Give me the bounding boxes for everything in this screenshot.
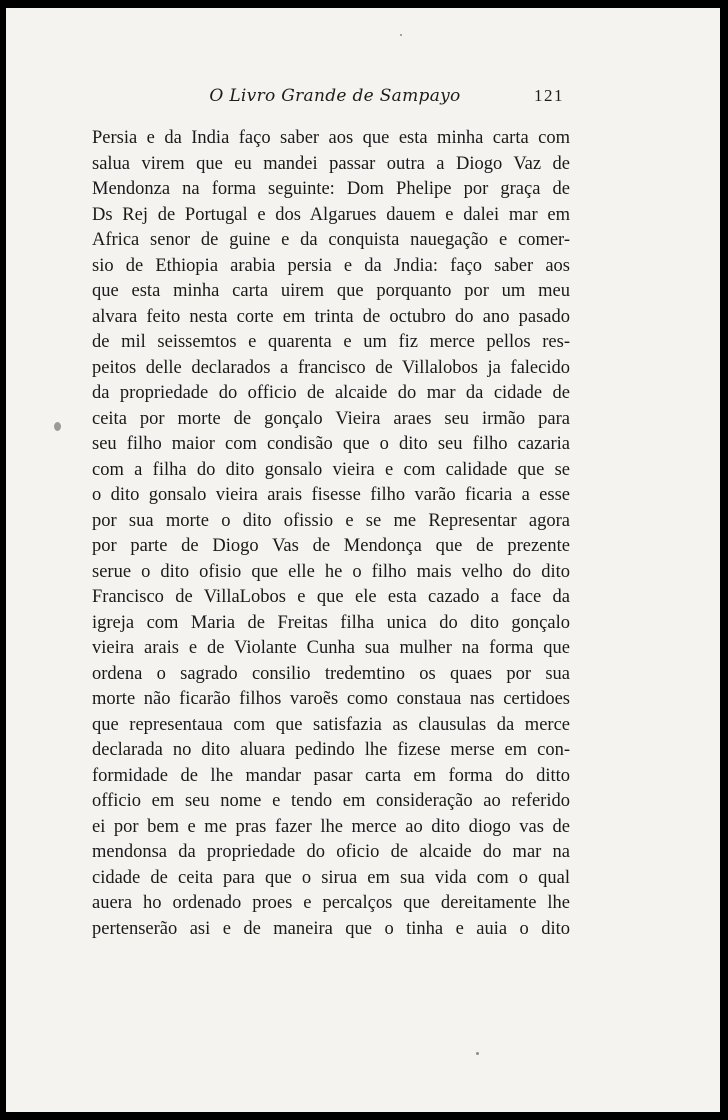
page-number: 121 [534, 86, 564, 105]
text-line: cidade de ceita para que o sirua em sua vida com o qual [92, 867, 570, 888]
paper-speck [400, 34, 402, 36]
text-line: que esta minha carta uirem que porquanto por um meu [92, 281, 570, 301]
paper-speck [54, 422, 61, 431]
text-line: formidade de lhe mandar pasar carta em forma do ditto [92, 765, 570, 786]
text-line: Ds Rej de Portugal e dos Algarues dauem e dalei mar em [92, 204, 570, 225]
text-line: por parte de Diogo Vas de Mendonça que de prezente [92, 536, 570, 556]
text-line: seu filho maior com condisão que o dito seu filho cazaria [92, 434, 570, 454]
text-line: morte não ficarão filhos varoẽs como constaua nas certidoes [92, 689, 570, 709]
text-line: sio de Ethiopia arabia persia e da Jndia: faço saber aos [92, 255, 570, 276]
text-line: com a filha do dito gonsalo vieira e com calidade que se [92, 459, 570, 480]
text-line: Mendonza na forma seguinte: Dom Phelipe por graça de [92, 179, 570, 199]
body-text [92, 126, 570, 942]
text-line: pertenserão asi e de maneira que o tinha e auia o dito [92, 918, 570, 939]
text-line: alvara feito nesta corte em trinta de octubro do ano pasado [92, 306, 570, 327]
text-line: que representaua com que satisfazia as clausulas da merce [92, 714, 570, 735]
text-line: o dito gonsalo vieira arais fisesse filho varão ficaria a esse [92, 485, 570, 505]
book-page [6, 8, 720, 1112]
text-line: salua virem que eu mandei passar outra a Diogo Vaz de [92, 153, 570, 174]
text-line: da propriedade do officio de alcaide do mar da cidade de [92, 383, 570, 403]
text-line: declarada no dito aluara pedindo lhe fizese merse em con- [92, 740, 570, 760]
text-line: officio em seu nome e tendo em consideração ao referido [92, 791, 570, 811]
text-line: auera ho ordenado proes e percalços que dereitamente lhe [92, 893, 570, 913]
paper-speck [476, 1052, 479, 1055]
text-line: serue o dito ofisio que elle he o filho mais velho do dito [92, 561, 570, 582]
text-line: mendonsa da propriedade do oficio de alcaide do mar na [92, 842, 570, 862]
running-head [6, 86, 720, 116]
text-line: ordena o sagrado consilio tredemtino os quaes por sua [92, 663, 570, 684]
text-line: peitos delle declarados a francisco de Villalobos ja falecido [92, 357, 570, 378]
text-line: Francisco de VillaLobos e que ele esta cazado a face da [92, 587, 570, 607]
text-line: ei por bem e me pras fazer lhe merce ao dito diogo vas de [92, 816, 570, 837]
text-line: igreja com Maria de Freitas filha unica do dito gonçalo [92, 612, 570, 633]
running-title: O Livro Grande de Sampayo [209, 86, 461, 106]
text-line: Africa senor de guine e da conquista nauegação e comer- [92, 230, 570, 250]
text-line: vieira arais e de Violante Cunha sua mulher na forma que [92, 638, 570, 658]
text-line: Persia e da India faço saber aos que esta minha carta com [92, 128, 570, 148]
text-line: de mil seissemtos e quarenta e um fiz merce pellos res- [92, 332, 570, 352]
text-line: por sua morte o dito ofissio e se me Representar agora [92, 510, 570, 531]
text-line: ceita por morte de gonçalo Vieira araes seu irmão para [92, 408, 570, 429]
